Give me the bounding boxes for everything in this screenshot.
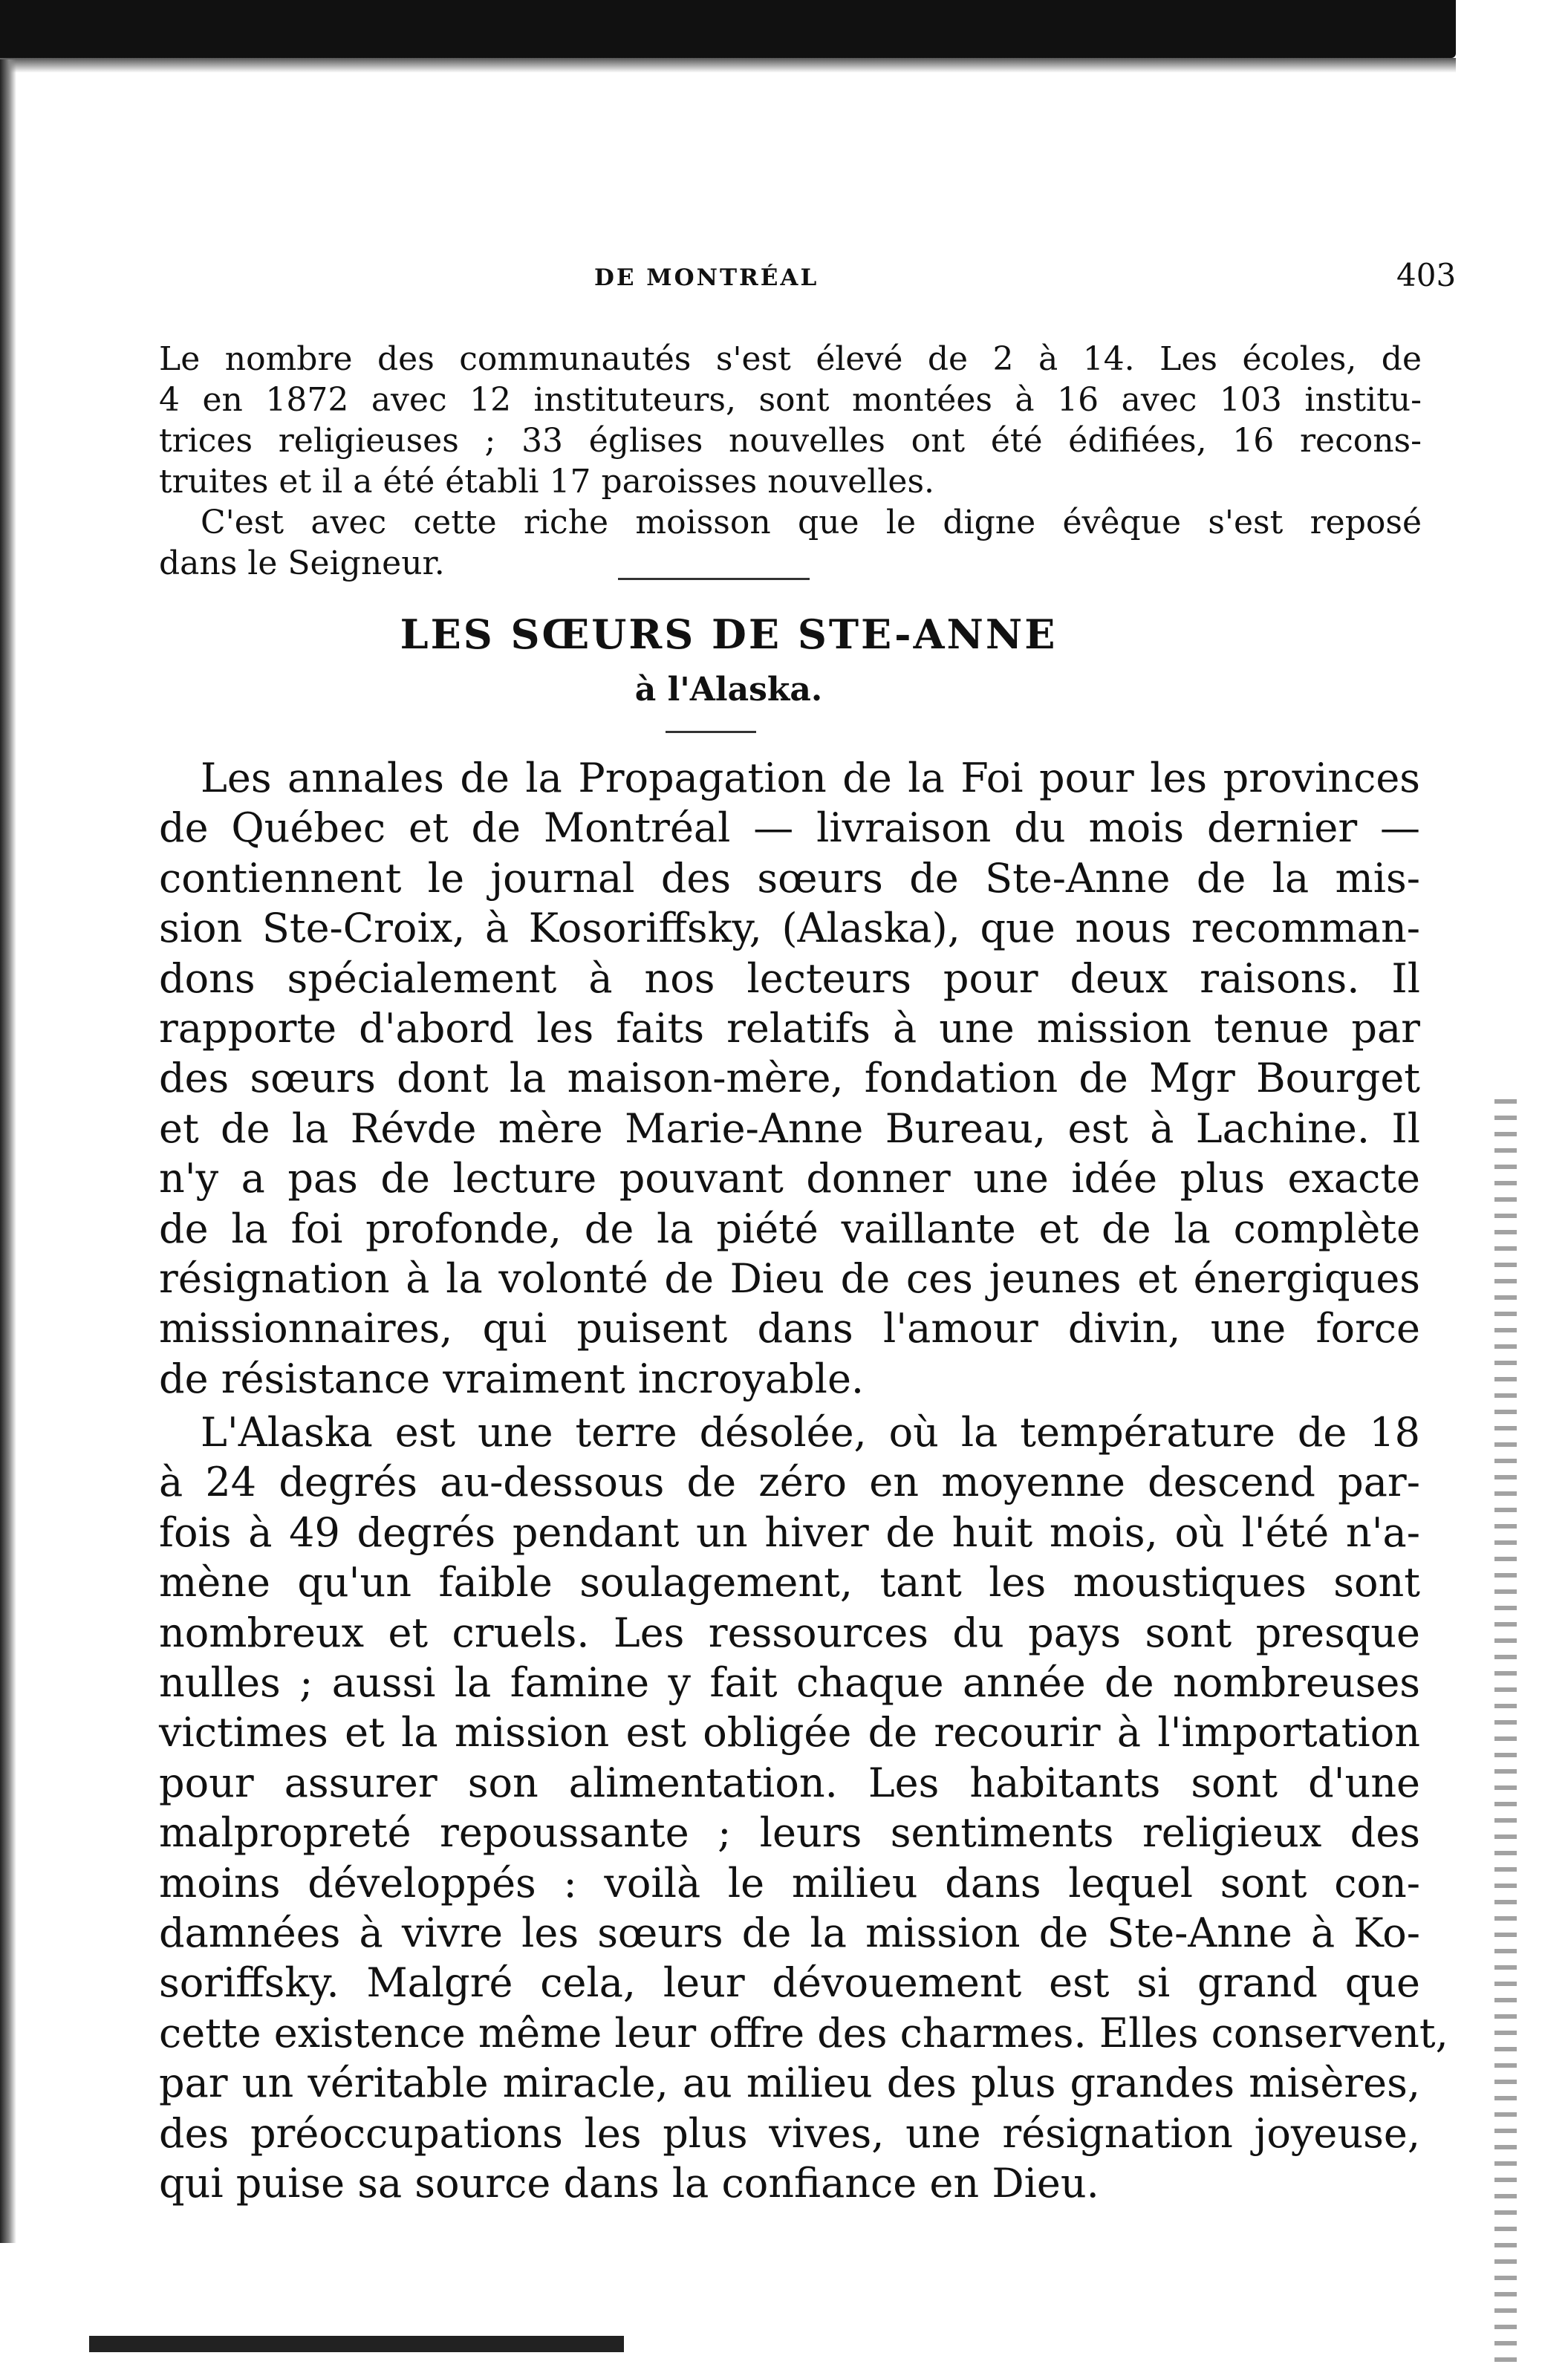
scan-right-edge [1494,1099,1517,2362]
running-head: DE MONTRÉAL [594,264,819,291]
text-line: à 24 degrés au-dessous de zéro en moyenne descend par- [159,1459,1420,1506]
article-paragraph-2 [159,1407,1448,2209]
text-line: fois à 49 degrés pendant un hiver de huit mois, où l'été n'a- [159,1508,1420,1556]
text-line: victimes et la mission est obligée de recourir à l'importation [159,1709,1420,1757]
text-line: de résistance vraiment incroyable. [159,1355,865,1402]
text-line: pour assurer son alimentation. Les habitants sont d'une [159,1759,1420,1806]
prev-article-paragraph-1 [159,339,1422,502]
prev-article-paragraph-2 [159,502,1422,584]
article-title: LES SŒURS DE STE-ANNE [400,611,1058,658]
text-line: moins développés : voilà le milieu dans lequel sont con- [159,1859,1420,1907]
text-line: rapporte d'abord les faits relatifs à une mission tenue par [159,1005,1420,1052]
text-line: Le nombre des communautés s'est élevé de 2 à 14. Les écoles, de [159,340,1422,378]
text-line: trices religieuses ; 33 églises nouvelles ont été édifiées, 16 recons- [159,422,1422,460]
text-line: truites et il a été établi 17 paroisses nouvelles. [159,463,935,501]
text-line: n'y a pas de lecture pouvant donner une idée plus exacte [159,1155,1420,1202]
text-line: et de la Révde mère Marie-Anne Bureau, est à Lachine. Il [159,1104,1420,1152]
text-line: des sœurs dont la maison-mère, fondation de Mgr Bourget [159,1055,1420,1102]
article-paragraph-1 [159,753,1420,1404]
text-line: dons spécialement à nos lecteurs pour deux raisons. Il [159,954,1420,1002]
scan-top-shadow [0,58,1456,73]
text-line: nombreux et cruels. Les ressources du pays sont presque [159,1609,1420,1656]
text-line: des préoccupations les plus vives, une résignation joyeuse, [159,2109,1420,2157]
page-number: 403 [1396,257,1457,293]
text-line: mène qu'un faible soulagement, tant les moustiques sont [159,1559,1420,1606]
text-line: qui puise sa source dans la confiance en Dieu. [159,2160,1099,2207]
text-line: L'Alaska est une terre désolée, où la température de 18 [201,1409,1420,1456]
text-line: Les annales de la Propagation de la Foi pour les provinces [201,755,1420,801]
text-line: malpropreté repoussante ; leurs sentiments religieux des [159,1809,1420,1857]
text-line: cette existence même leur offre des charmes. Elles conservent, [159,2009,1448,2057]
text-line: par un véritable miracle, au milieu des plus grandes misères, [159,2060,1420,2107]
scan-top-border [0,0,1456,58]
text-line: sion Ste-Croix, à Kosoriffsky, (Alaska), que nous recomman- [159,905,1420,952]
text-line: C'est avec cette riche moisson que le digne évêque s'est reposé [201,504,1422,541]
text-line: damnées à vivre les sœurs de la mission de Ste-Anne à Ko- [159,1910,1420,1957]
text-line: de la foi profonde, de la piété vaillante et de la complète [159,1205,1420,1252]
section-divider [618,578,810,580]
text-line: résignation à la volonté de Dieu de ces jeunes et énergiques [159,1255,1420,1303]
title-divider [666,731,756,733]
text-line: dans le Seigneur. [159,544,445,582]
text-line: contiennent le journal des sœurs de Ste-Anne de la mis- [159,854,1420,902]
text-line: 4 en 1872 avec 12 instituteurs, sont montées à 16 avec 103 institu- [159,381,1422,419]
text-line: nulles ; aussi la famine y fait chaque année de nombreuses [159,1659,1420,1707]
text-line: missionnaires, qui puisent dans l'amour divin, une force [159,1305,1420,1352]
scan-bottom-mark [89,2336,624,2352]
text-line: soriffsky. Malgré cela, leur dévouement est si grand que [159,1959,1420,2007]
scan-left-edge [0,59,16,2243]
text-line: de Québec et de Montréal — livraison du mois dernier — [159,804,1420,852]
article-subtitle: à l'Alaska. [634,671,823,709]
